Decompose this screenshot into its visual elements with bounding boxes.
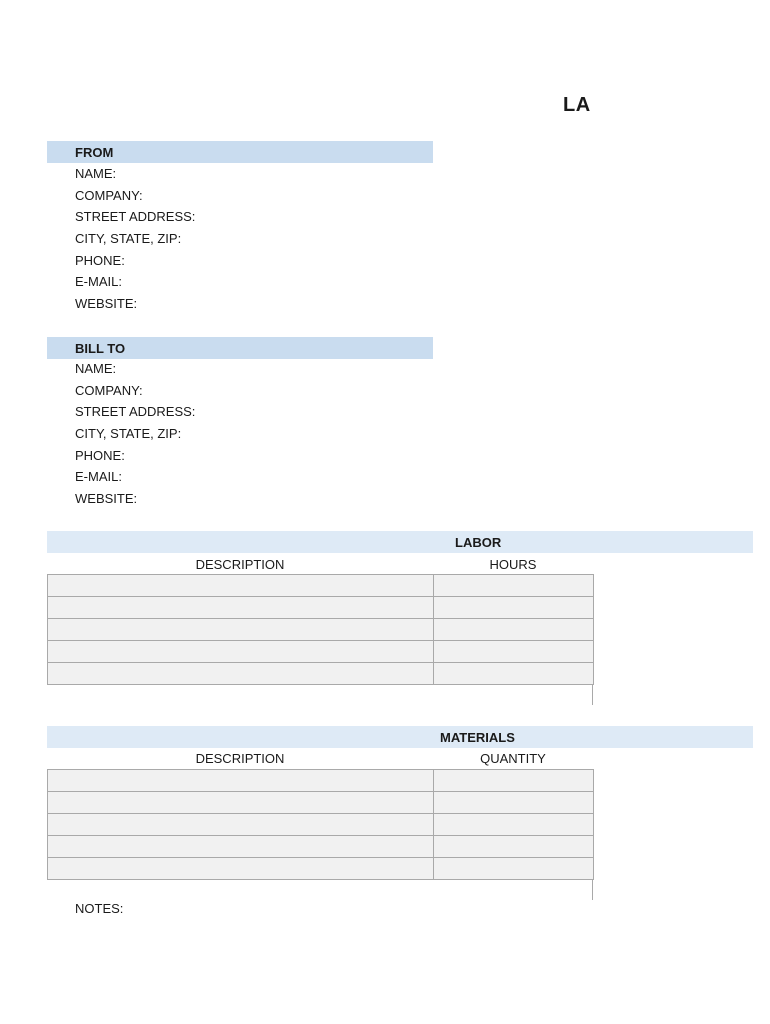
labor-table-edge <box>592 684 593 705</box>
table-row <box>48 641 594 663</box>
from-field-email: E-MAIL: <box>75 274 122 290</box>
from-field-street-address: STREET ADDRESS: <box>75 209 196 225</box>
materials-quantity-cell[interactable] <box>434 814 594 835</box>
bill-to-field-street-address: STREET ADDRESS: <box>75 404 196 420</box>
bill-to-field-list <box>75 358 195 510</box>
labor-hours-cell[interactable] <box>434 663 594 684</box>
labor-hours-cell[interactable] <box>434 619 594 640</box>
table-row <box>48 575 594 597</box>
from-field-list <box>75 163 195 315</box>
labor-hours-cell[interactable] <box>434 575 594 596</box>
document-title: LA <box>563 94 591 116</box>
materials-description-cell[interactable] <box>48 836 434 857</box>
materials-quantity-cell[interactable] <box>434 836 594 857</box>
notes-label: NOTES: <box>75 901 124 916</box>
labor-hours-cell[interactable] <box>434 641 594 662</box>
from-field-name: NAME: <box>75 166 117 181</box>
table-row <box>48 770 594 792</box>
bill-to-heading: BILL TO <box>75 341 126 356</box>
from-field-website: WEBSITE: <box>75 296 138 312</box>
table-row <box>48 663 594 685</box>
materials-quantity-cell[interactable] <box>434 792 594 813</box>
materials-description-cell[interactable] <box>48 858 434 879</box>
labor-table <box>47 574 594 685</box>
labor-heading: LABOR <box>455 535 502 550</box>
labor-description-cell[interactable] <box>48 663 434 684</box>
materials-table <box>47 769 594 880</box>
bill-to-field-email: E-MAIL: <box>75 469 122 485</box>
labor-description-cell[interactable] <box>48 641 434 662</box>
bill-to-field-website: WEBSITE: <box>75 491 138 507</box>
table-row <box>48 597 594 619</box>
from-section-header <box>47 141 433 163</box>
materials-heading: MATERIALS <box>440 730 515 745</box>
labor-description-cell[interactable] <box>48 575 434 596</box>
table-row <box>48 836 594 858</box>
materials-description-cell[interactable] <box>48 814 434 835</box>
labor-hours-header: HOURS <box>489 557 537 572</box>
labor-description-header: DESCRIPTION <box>195 557 285 572</box>
bill-to-field-name: NAME: <box>75 361 117 376</box>
from-field-company: COMPANY: <box>75 187 143 203</box>
from-field-city-state-zip: CITY, STATE, ZIP: <box>75 231 182 247</box>
labor-hours-cell[interactable] <box>434 597 594 618</box>
materials-table-edge <box>592 879 593 900</box>
from-field-phone: PHONE: <box>75 252 125 268</box>
materials-quantity-cell[interactable] <box>434 770 594 791</box>
table-row <box>48 792 594 814</box>
labor-description-cell[interactable] <box>48 619 434 640</box>
table-row <box>48 858 594 880</box>
materials-quantity-cell[interactable] <box>434 858 594 879</box>
materials-description-header: DESCRIPTION <box>195 751 285 766</box>
labor-section-header <box>47 531 753 553</box>
labor-description-cell[interactable] <box>48 597 434 618</box>
bill-to-field-city-state-zip: CITY, STATE, ZIP: <box>75 426 182 442</box>
table-row <box>48 814 594 836</box>
materials-description-cell[interactable] <box>48 770 434 791</box>
bill-to-field-company: COMPANY: <box>75 382 143 398</box>
materials-quantity-header: QUANTITY <box>480 751 546 766</box>
materials-description-cell[interactable] <box>48 792 434 813</box>
bill-to-field-phone: PHONE: <box>75 447 125 463</box>
table-row <box>48 619 594 641</box>
materials-section-header <box>47 726 753 748</box>
bill-to-section-header <box>47 337 433 359</box>
from-heading: FROM <box>75 145 114 160</box>
